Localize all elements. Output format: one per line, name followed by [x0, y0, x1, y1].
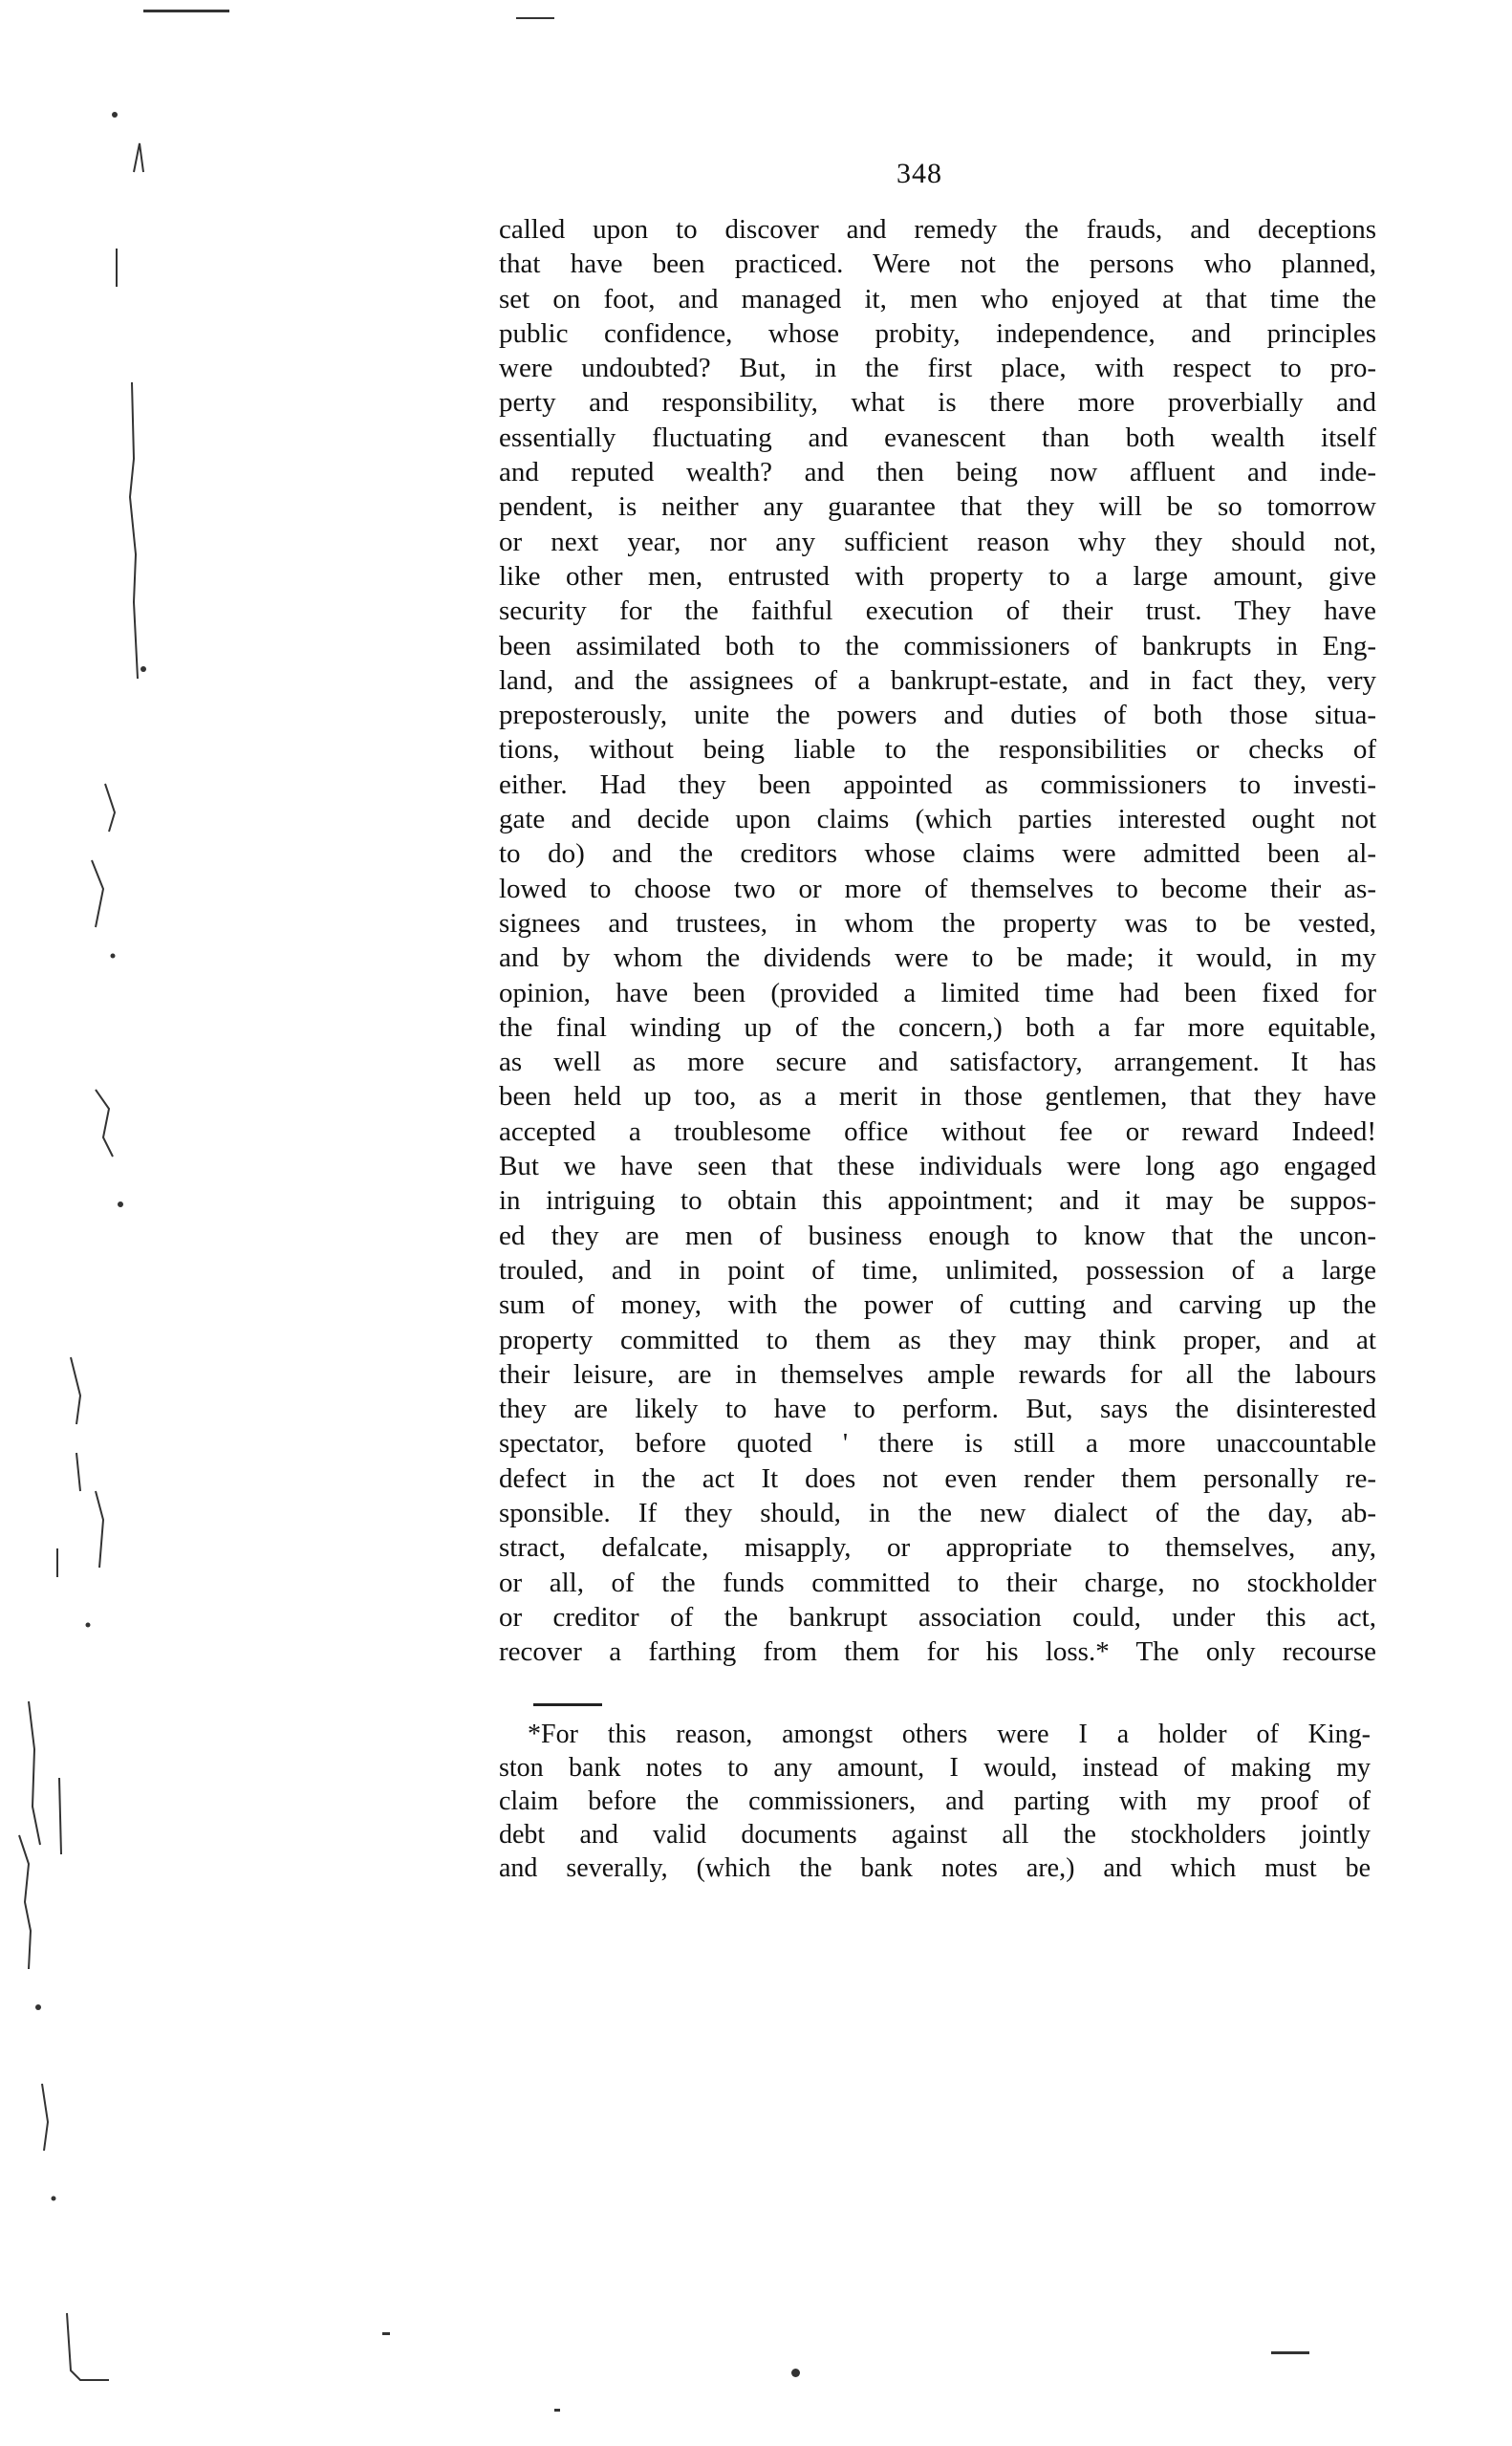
scan-speck — [791, 2369, 800, 2377]
body-line: the final winding up of the concern,) both a far more equitable, — [499, 1011, 1376, 1043]
body-line: either. Had they been appointed as commissioners to investi- — [499, 768, 1376, 800]
body-line: opinion, have been (provided a limited time had been fixed for — [499, 977, 1376, 1008]
body-line: sponsible. If they should, in the new dialect of the day, ab- — [499, 1497, 1376, 1528]
body-text — [499, 212, 1376, 1669]
scan-speck — [382, 2332, 390, 2335]
body-line: or creditor of the bankrupt association could, under this act, — [499, 1601, 1376, 1633]
body-line: pendent, is neither any guarantee that they will be so tomorrow — [499, 491, 1376, 523]
body-line: security for the faithful execution of their trust. They have — [499, 595, 1376, 627]
margin-specks-graphic — [0, 0, 287, 2441]
body-line: in intriguing to obtain this appointment; and it may be suppos- — [499, 1185, 1376, 1217]
body-line: been assimilated both to the commissioners of bankrupts in Eng- — [499, 630, 1376, 661]
scan-speck — [516, 17, 554, 19]
body-line: public confidence, whose probity, independence, and principles — [499, 317, 1376, 349]
body-line: or next year, nor any sufficient reason why they should not, — [499, 526, 1376, 557]
body-line: ed they are men of business enough to know that the uncon- — [499, 1220, 1376, 1251]
body-line: spectator, before quoted ' there is still a more unaccountable — [499, 1428, 1376, 1460]
footnote-line: and severally, (which the bank notes are,) and which must be — [499, 1853, 1371, 1883]
body-line: stract, defalcate, misapply, or appropriate to themselves, any, — [499, 1532, 1376, 1564]
body-line: as well as more secure and satisfactory, arrangement. It has — [499, 1047, 1376, 1078]
body-line: gate and decide upon claims (which parties interested ought not — [499, 804, 1376, 835]
body-line: trouled, and in point of time, unlimited, possession of a large — [499, 1254, 1376, 1286]
body-line: preposterously, unite the powers and duties of both those situa- — [499, 700, 1376, 731]
footnote-line: *For this reason, amongst others were I a holder of King- — [528, 1720, 1371, 1749]
footnote-line: claim before the commissioners, and parting with my proof of — [499, 1786, 1371, 1816]
body-line: essentially fluctuating and evanescent than both wealth itself — [499, 422, 1376, 453]
body-line: signees and trustees, in whom the property was to be vested, — [499, 907, 1376, 939]
body-line: that have been practiced. Were not the persons who planned, — [499, 249, 1376, 280]
body-line: tions, without being liable to the responsibilities or checks of — [499, 734, 1376, 766]
scan-speck — [143, 10, 229, 12]
body-line: been held up too, as a merit in those gentlemen, that they have — [499, 1081, 1376, 1113]
body-line: recover a farthing from them for his loss.* The only recourse — [499, 1636, 1376, 1668]
scan-margin-noise — [0, 0, 287, 2441]
scan-speck — [554, 2409, 560, 2412]
body-line: set on foot, and managed it, men who enjoyed at that time the — [499, 283, 1376, 314]
body-line: or all, of the funds committed to their charge, no stockholder — [499, 1567, 1376, 1598]
body-line: property committed to them as they may think proper, and at — [499, 1324, 1376, 1355]
body-line: they are likely to have to perform. But, says the disinterested — [499, 1394, 1376, 1425]
body-line: their leisure, are in themselves ample rewards for all the labours — [499, 1358, 1376, 1390]
footnote-line: debt and valid documents against all the stockholders jointly — [499, 1820, 1371, 1850]
scan-speck — [1271, 2351, 1309, 2354]
body-line: sum of money, with the power of cutting and carving up the — [499, 1289, 1376, 1321]
body-line: defect in the act It does not even render them personally re- — [499, 1462, 1376, 1494]
body-line: and reputed wealth? and then being now affluent and inde- — [499, 457, 1376, 488]
body-line: accepted a troublesome office without fee or reward Indeed! — [499, 1115, 1376, 1147]
page-number: 348 — [896, 158, 942, 189]
body-line: called upon to discover and remedy the frauds, and deceptions — [499, 214, 1376, 245]
footnote-line: ston bank notes to any amount, I would, instead of making my — [499, 1753, 1371, 1783]
body-line: land, and the assignees of a bankrupt-estate, and in fact they, very — [499, 664, 1376, 696]
body-line: like other men, entrusted with property to a large amount, give — [499, 560, 1376, 592]
body-line: lowed to choose two or more of themselves to become their as- — [499, 873, 1376, 904]
body-line: perty and responsibility, what is there more proverbially and — [499, 387, 1376, 419]
body-line: were undoubted? But, in the first place, with respect to pro- — [499, 353, 1376, 384]
body-line: But we have seen that these individuals were long ago engaged — [499, 1151, 1376, 1182]
footnote-separator — [533, 1703, 602, 1706]
footnote — [499, 1718, 1371, 1885]
body-line: and by whom the dividends were to be made; it would, in my — [499, 942, 1376, 974]
body-line: to do) and the creditors whose claims were admitted been al- — [499, 838, 1376, 870]
